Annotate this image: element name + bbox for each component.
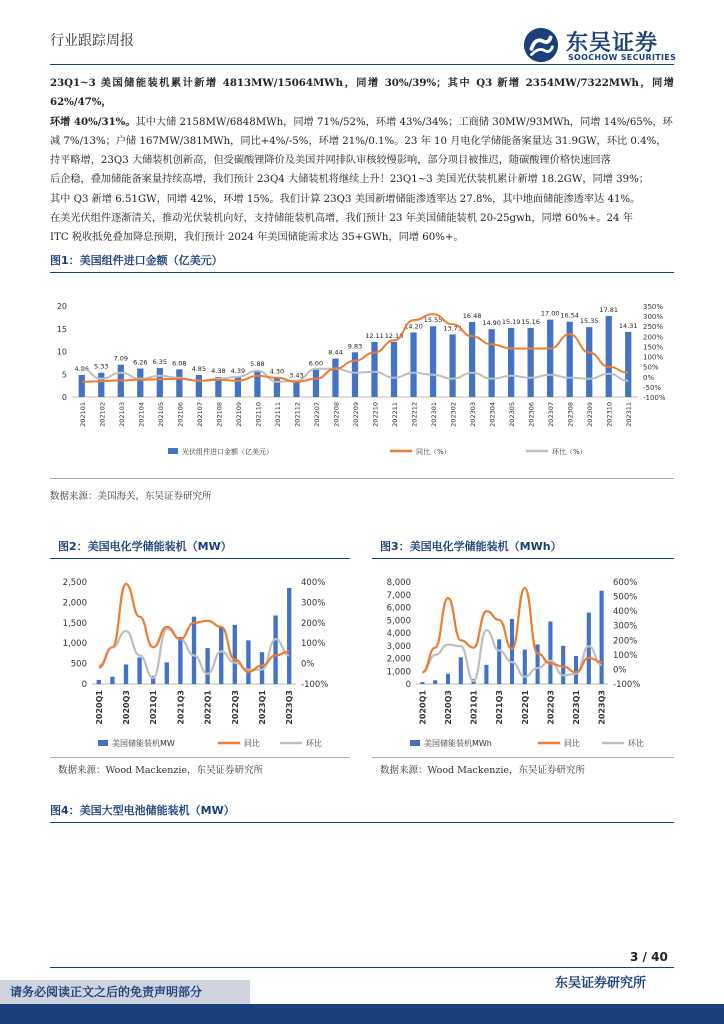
text: 持平略增，23Q3 大储装机创新高，但受碳酸锂降价及美国并网排队审核较慢影响，部分项目被推迟，随碳酸锂价格快速回落: [50, 155, 611, 167]
x-tick-label: 2021Q1: [149, 690, 159, 725]
body-paragraph: [50, 74, 674, 248]
fig3-bottom-rule: [372, 757, 674, 758]
x-tick-label: 202109: [234, 402, 243, 427]
bar-value-label: 15.16: [521, 318, 540, 327]
bar: [449, 334, 455, 397]
x-tick-label: 2021Q3: [176, 690, 186, 725]
fig3-title: 图3：美国电化学储能装机（MWh）: [380, 540, 562, 553]
x-tick-label: 202211: [391, 402, 400, 427]
x-tick-label: 202311: [625, 402, 634, 427]
y2-tick-label: 200%: [301, 618, 326, 629]
x-tick-label: 202303: [469, 402, 478, 427]
paragraph-line: [50, 132, 674, 151]
page-number: 3 / 40: [630, 950, 668, 964]
y-tick-label: 7,000: [386, 590, 411, 601]
fig3-title-rule: [372, 558, 674, 559]
y-tick-label: 6,000: [386, 603, 411, 614]
fig1-source: 数据来源：美国海关，东吴证券研究所: [50, 491, 212, 502]
x-tick-label: 202101: [78, 402, 87, 427]
y-tick-label: 2,000: [386, 654, 411, 665]
bar-value-label: 16.54: [560, 311, 579, 320]
y-tick-label: 8,000: [386, 578, 411, 588]
x-tick-label: 2022Q1: [203, 690, 213, 725]
bar-value-label: 15.35: [579, 317, 599, 326]
bar-value-label: 7.09: [113, 354, 129, 363]
bar-value-label: 12.10: [384, 331, 404, 340]
fig2-bottom-rule: [50, 757, 350, 758]
bar: [523, 650, 527, 684]
fig1-title-rule: [50, 272, 674, 273]
y2-tick-label: 100%: [301, 639, 326, 650]
x-tick-label: 2020Q1: [418, 690, 428, 725]
fig1-bottom-rule: [50, 478, 674, 479]
x-tick-label: 2023Q3: [597, 690, 607, 725]
x-tick-label: 202306: [527, 402, 536, 427]
x-tick-label: 202112: [293, 402, 302, 427]
bar: [528, 328, 534, 397]
bar: [97, 680, 101, 684]
company-logo: [522, 26, 682, 66]
bar-value-label: 14.20: [404, 322, 423, 331]
x-tick-label: 202106: [176, 402, 185, 427]
fig4-title: 图4：美国大型电池储能装机（MW）: [50, 804, 235, 817]
bar: [391, 342, 397, 397]
bar-value-label: 12.11: [365, 331, 384, 340]
x-tick-label: 2023Q1: [572, 690, 581, 725]
bar: [561, 646, 565, 684]
bar: [459, 657, 463, 684]
x-tick-label: 202108: [215, 402, 224, 427]
y-tick-label: 1,000: [62, 639, 87, 650]
bar: [165, 662, 169, 684]
footer-bar: [0, 1004, 724, 1024]
y-tick-label: 20: [56, 302, 67, 311]
bar-value-label: 17.00: [540, 309, 560, 318]
y-tick-label: 2,500: [62, 578, 87, 588]
paragraph-line: [50, 151, 674, 170]
x-tick-label: 202105: [156, 402, 165, 427]
bar: [98, 373, 104, 397]
y2-tick-label: 50%: [643, 363, 659, 372]
x-tick-label: 2023Q3: [285, 690, 295, 725]
bar-value-label: 14.90: [482, 319, 501, 328]
fig4-title-rule: [50, 822, 674, 823]
y-tick-label: 1,500: [62, 618, 87, 629]
bar: [274, 377, 280, 397]
paragraph-line: [50, 170, 674, 189]
paragraph-line: [50, 190, 674, 209]
fig1-title: 图1：美国组件进口金额（亿美元）: [50, 254, 223, 267]
bar-value-label: 9.83: [347, 342, 363, 351]
text: 后企稳，叠加储能备案量持续高增，我们预计 23Q4 大储装机将继续上升！23Q1~3 美国光伏装机累计新增 18.2GW，同增 39%；: [50, 174, 649, 186]
bar: [254, 370, 260, 397]
y-tick-label: 1,000: [386, 667, 411, 678]
bar: [446, 674, 450, 684]
bar: [137, 369, 143, 397]
y-tick-label: 0: [61, 393, 67, 402]
bar: [586, 327, 592, 397]
x-tick-label: 202111: [273, 402, 282, 427]
bar-value-label: 5.88: [250, 360, 265, 369]
y2-tick-label: 300%: [613, 621, 638, 632]
text: 其中 Q3 新增 6.51GW，同增 42%，环增 15%。我们计算 23Q3 美国新增储能渗透率达 27.8%，其中地面储能渗透率达 41%。: [50, 193, 641, 205]
legend-label-mom: 环比: [628, 739, 644, 748]
bar: [137, 657, 141, 684]
x-tick-label: 202210: [371, 402, 380, 427]
x-tick-label: 2023Q1: [258, 690, 267, 725]
bar-value-label: 4.85: [191, 364, 207, 373]
y2-tick-label: 150%: [643, 343, 664, 352]
bar: [110, 677, 114, 684]
x-tick-label: 2020Q3: [444, 690, 453, 725]
text: 减 7%/13%；户储 167MW/381MWh，同比+4%/-5%，环增 21%/0.1%。23 年 10 月电化学储能备案量达 31.9GW，环比 0.4%，: [50, 135, 667, 147]
y2-tick-label: 600%: [613, 578, 638, 588]
company-name-en: SOOCHOW SECURITIES: [568, 53, 677, 62]
legend-label-bar: 美国储能装机MWh: [424, 739, 492, 748]
bar-value-label: 17.81: [599, 305, 619, 314]
bar: [430, 326, 436, 397]
x-tick-label: 202308: [566, 402, 575, 427]
bold-text: 环增 40%/31%。: [50, 115, 136, 128]
y2-tick-label: 100%: [643, 353, 664, 362]
x-tick-label: 202103: [117, 402, 126, 427]
bar-value-label: 4.86: [74, 364, 90, 373]
report-type: 行业跟踪周报: [50, 33, 134, 49]
bar-value-label: 6.08: [172, 359, 187, 368]
y2-tick-label: 200%: [613, 636, 638, 647]
bar-value-label: 4.39: [230, 367, 246, 376]
disclaimer-banner: 请务必阅读正文之后的免责声明部分: [0, 980, 250, 1004]
bar-value-label: 15.19: [501, 317, 521, 326]
y2-tick-label: 200%: [643, 333, 664, 342]
bar: [233, 625, 237, 684]
x-tick-label: 202302: [449, 402, 458, 427]
bar: [352, 352, 358, 397]
y-tick-label: 3,000: [386, 641, 411, 652]
legend-swatch-bar: [98, 740, 108, 746]
bar-value-label: 6.35: [152, 358, 168, 367]
legend-label-bar: 光伏组件进口金额（亿美元）: [182, 448, 273, 456]
bar-value-label: 13.75: [443, 324, 462, 333]
y2-tick-label: 400%: [613, 607, 638, 618]
footer-institute: 东吴证券研究所: [555, 976, 647, 991]
bar: [497, 639, 501, 684]
legend-swatch-bar: [410, 740, 420, 746]
y2-tick-label: -100%: [643, 394, 666, 402]
x-tick-label: 202305: [508, 402, 517, 427]
bar: [287, 588, 291, 684]
fig2-chart: [50, 568, 350, 756]
fig1-chart: [50, 290, 674, 470]
bold-text: 23Q1~3 美国储能装机累计新增 4813MW/15064MWh，同增 30%/39%；其中 Q3 新增 2354MW/7322MWh，同增 62%/47%，: [50, 77, 674, 109]
bar-value-label: 4.38: [211, 367, 226, 376]
y-tick-label: 500: [70, 659, 87, 670]
bar: [508, 328, 514, 397]
legend-label-yoy: 同比（%）: [416, 448, 451, 456]
legend-label-yoy: 同比: [564, 739, 580, 748]
x-tick-label: 202309: [586, 402, 595, 427]
x-tick-label: 2022Q3: [230, 690, 240, 725]
y-tick-label: 2,000: [62, 598, 87, 609]
bar: [246, 640, 250, 684]
paragraph-line: [50, 228, 674, 247]
y2-tick-label: 0%: [613, 665, 627, 676]
x-tick-label: 2021Q1: [469, 690, 479, 725]
bar: [313, 370, 319, 397]
fig2-title: 图2：美国电化学储能装机（MW）: [58, 540, 232, 553]
fig3-chart: [372, 568, 674, 756]
bar: [124, 664, 128, 684]
bar: [488, 329, 494, 397]
bar: [600, 591, 604, 684]
y-tick-label: 15: [56, 324, 67, 334]
text: 其中大储 2158MW/6848MWh，同增 71%/52%，环增 43%/34%；工商储 30MW/93MWh，同增 14%/65%，环: [135, 116, 673, 128]
y-tick-label: 0: [405, 680, 411, 690]
y2-tick-label: 300%: [643, 313, 664, 322]
bar-value-label: 16.48: [462, 312, 482, 321]
legend-label-yoy: 同比: [244, 739, 260, 748]
x-tick-label: 202209: [352, 402, 360, 427]
x-tick-label: 202304: [488, 402, 497, 427]
bar: [205, 648, 209, 684]
y2-tick-label: -100%: [301, 680, 329, 690]
bar: [548, 622, 552, 684]
y2-tick-label: -50%: [643, 383, 662, 392]
x-tick-label: 2021Q3: [495, 690, 505, 725]
x-tick-label: 2020Q3: [122, 690, 131, 725]
bar: [371, 342, 377, 397]
y2-tick-label: 500%: [613, 592, 638, 603]
y2-tick-label: -100%: [613, 680, 641, 690]
x-tick-label: 202207: [312, 402, 321, 427]
bar-value-label: 15.55: [423, 316, 443, 325]
x-tick-label: 202310: [605, 402, 614, 427]
bar: [410, 332, 416, 397]
x-tick-label: 2022Q1: [520, 690, 530, 725]
fig2-source: 数据来源：Wood Mackenzie，东吴证券研究所: [58, 765, 264, 776]
bar-value-label: 4.30: [269, 367, 285, 376]
logo-mark-icon: [522, 26, 560, 64]
bar: [219, 627, 223, 684]
legend-label-bar: 美国储能装机MW: [112, 739, 175, 748]
x-tick-label: 202104: [137, 402, 146, 427]
y2-tick-label: 250%: [643, 323, 664, 332]
bar: [79, 375, 85, 397]
company-name-cn: 东吴证券: [566, 31, 659, 56]
x-tick-label: 202110: [254, 402, 263, 427]
y-tick-label: 5: [61, 370, 67, 380]
paragraph-line: [50, 209, 674, 228]
bar: [178, 637, 182, 684]
bar: [469, 322, 475, 397]
bar: [293, 381, 299, 397]
x-tick-label: 2022Q3: [546, 690, 556, 725]
paragraph-line: [50, 113, 674, 132]
bar: [625, 332, 631, 397]
y2-tick-label: 350%: [643, 303, 664, 311]
bar: [196, 375, 202, 397]
bar: [606, 316, 612, 397]
bar: [567, 322, 573, 397]
bar-value-label: 3.43: [289, 371, 304, 380]
text: ITC 税收抵免叠加降息预期，我们预计 2024 年美国储能需求达 35+GWh，同增 60%+。: [50, 232, 464, 244]
y2-tick-label: 300%: [301, 598, 326, 609]
fig3-source: 数据来源：Wood Mackenzie，东吴证券研究所: [380, 765, 586, 776]
bar-value-label: 6.26: [133, 358, 148, 367]
text: 在美光伏组件逐渐清关，推动光伏装机向好，支持储能装机高增，我们预计 23 年美国储能装机 20-25gwh，同增 60%+。24 年: [50, 213, 633, 225]
bar: [192, 617, 196, 684]
header-divider: [50, 64, 674, 65]
bar-value-label: 6.00: [308, 359, 324, 368]
bar: [157, 368, 163, 397]
bar: [433, 680, 437, 684]
x-tick-label: 202212: [410, 402, 419, 427]
y2-tick-label: 400%: [301, 578, 326, 588]
bar: [484, 665, 488, 684]
bar-value-label: 14.31: [618, 321, 638, 330]
bar: [574, 656, 578, 684]
y2-tick-label: 0%: [301, 659, 315, 670]
bar-value-label: 5.33: [94, 362, 109, 371]
bar: [420, 682, 424, 684]
fig2-title-rule: [50, 558, 350, 559]
x-tick-label: 202102: [98, 402, 107, 427]
footer-divider: [50, 967, 674, 968]
legend-label-mom: 环比（%）: [552, 448, 587, 456]
y-tick-label: 4,000: [386, 629, 411, 639]
bar-value-label: 8.44: [328, 348, 343, 357]
paragraph-line: [50, 74, 674, 113]
y-tick-label: 0: [81, 680, 87, 690]
bar: [273, 615, 277, 684]
y-tick-label: 5,000: [386, 616, 411, 627]
legend-swatch-bar: [168, 448, 178, 454]
bar: [332, 359, 338, 397]
x-tick-label: 202107: [195, 402, 204, 427]
x-tick-label: 202307: [547, 402, 556, 427]
y2-tick-label: 100%: [613, 650, 638, 661]
x-tick-label: 202208: [332, 402, 341, 427]
x-tick-label: 2020Q1: [94, 690, 104, 725]
y2-tick-label: 0%: [643, 373, 655, 382]
x-tick-label: 202301: [430, 402, 439, 427]
bar: [547, 320, 553, 397]
legend-label-mom: 环比: [306, 739, 322, 748]
bar: [176, 369, 182, 397]
bar: [510, 619, 514, 684]
y-tick-label: 10: [56, 347, 67, 357]
